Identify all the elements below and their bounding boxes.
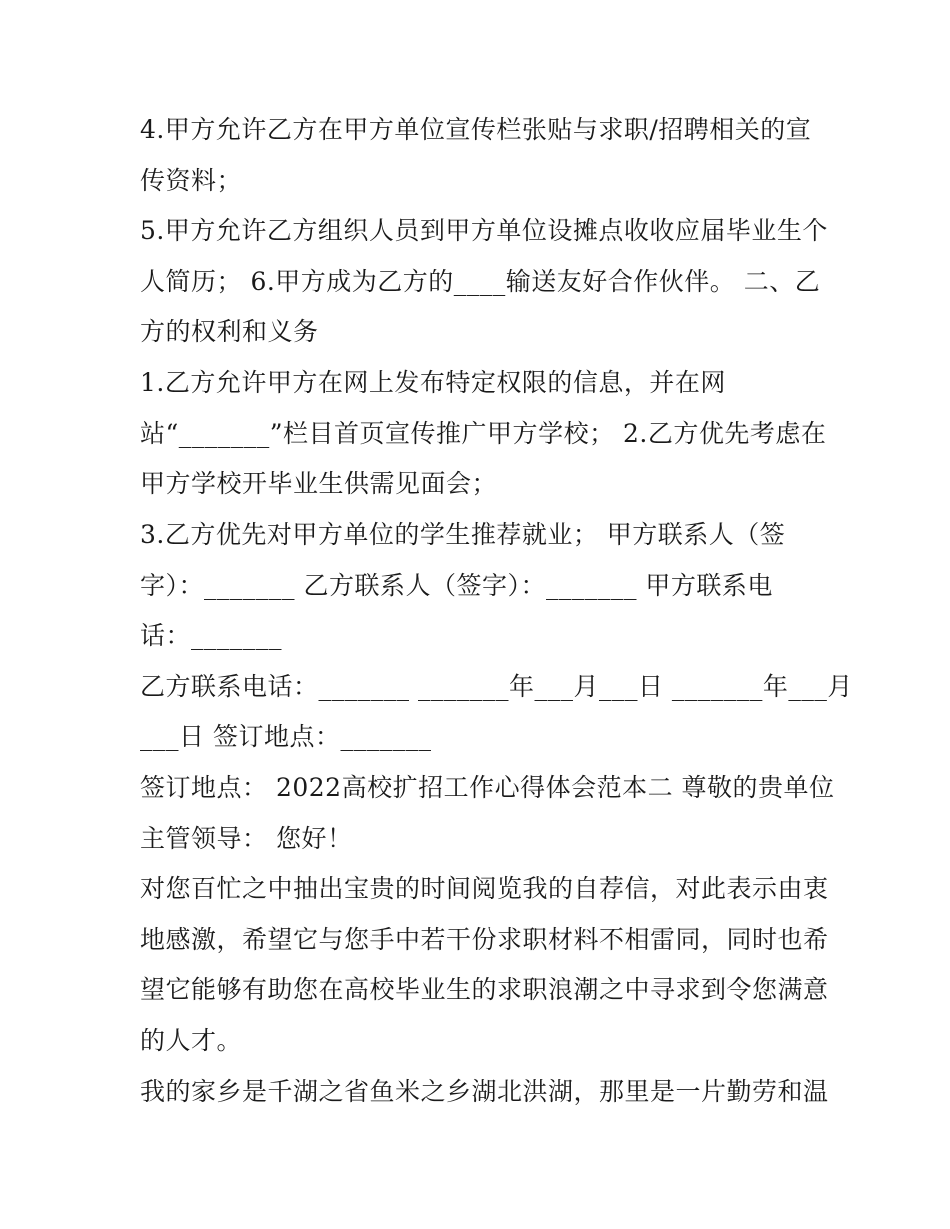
text-line: 乙方联系电话：_______ _______年___月___日 _______年___月 <box>140 672 853 701</box>
text-line: 地感激，希望它与您手中若干份求职材料不相雷同，同时也希 <box>140 925 829 954</box>
text-line: 站“_______”栏目首页宣传推广甲方学校； 2.乙方优先考虑在 <box>140 419 827 448</box>
text-line: 1.乙方允许甲方在网上发布特定权限的信息，并在网 <box>140 368 726 397</box>
text-line: 3.乙方优先对甲方单位的学生推荐就业； 甲方联系人（签 <box>140 520 786 549</box>
text-line: 字）：_______ 乙方联系人（签字）：_______ 甲方联系电 <box>140 571 773 600</box>
text-line: 方的权利和义务 <box>140 317 319 346</box>
text-line: 我的家乡是千湖之省鱼米之乡湖北洪湖，那里是一片勤劳和温 <box>140 1077 829 1106</box>
text-line: 话：_______ <box>140 621 283 650</box>
text-line: 5.甲方允许乙方组织人员到甲方单位设摊点收收应届毕业生个 <box>140 216 828 245</box>
text-line: 传资料； <box>140 166 243 195</box>
text-line: 望它能够有助您在高校毕业生的求职浪潮之中寻求到令您满意 <box>140 975 829 1004</box>
text-line: 签订地点： 2022高校扩招工作心得体会范本二 尊敬的贵单位 <box>140 773 835 802</box>
text-line: 4.甲方允许乙方在甲方单位宣传栏张贴与求职/招聘相关的宣 <box>140 115 812 144</box>
text-line: 人简历； 6.甲方成为乙方的____输送友好合作伙伴。 二、乙 <box>140 267 821 296</box>
text-line: 的人才。 <box>140 1026 243 1055</box>
text-line: 主管领导： 您好！ <box>140 824 353 853</box>
text-line: 对您百忙之中抽出宝贵的时间阅览我的自荐信，对此表示由衷 <box>140 874 829 903</box>
text-line: 甲方学校开毕业生供需见面会； <box>140 469 498 498</box>
text-line: ___日 签订地点：_______ <box>140 722 432 751</box>
